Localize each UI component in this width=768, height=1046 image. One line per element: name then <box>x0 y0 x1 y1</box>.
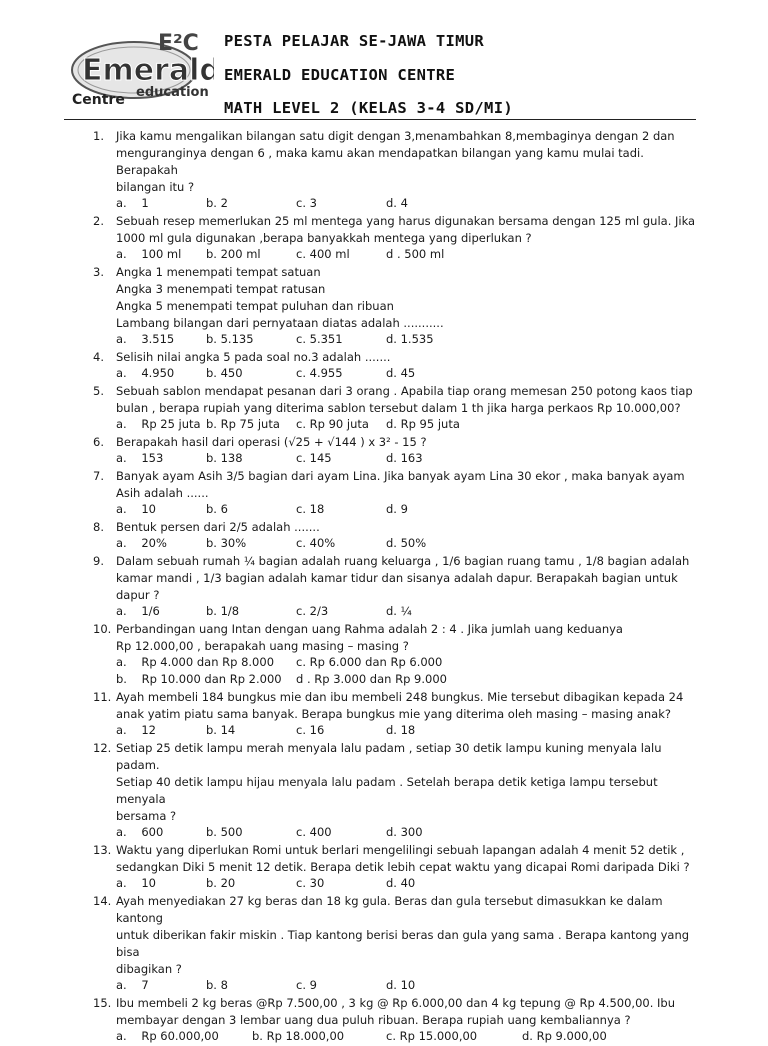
answer-option[interactable]: a. Rp 25 juta <box>116 417 201 431</box>
question-text-line: bilangan itu ? <box>116 180 195 194</box>
answer-option[interactable]: a. 153 <box>116 451 164 465</box>
question-text-line: Sebuah sablon mendapat pesanan dari 3 orang . Apabila tiap orang memesan 250 potong kaos tiap <box>116 384 693 398</box>
question-9 <box>0 553 768 604</box>
question-text-line: bulan , berapa rupiah yang diterima sablon tersebut dalam 1 th jika harga perkaos Rp 10.000,00? <box>116 401 681 415</box>
question-text-line: Berapakah hasil dari operasi (√25 + √144 ) x 3² - 15 ? <box>116 435 427 449</box>
answer-option[interactable]: b. 1/8 <box>206 604 240 618</box>
answer-option[interactable]: a. 600 <box>116 825 164 839</box>
answer-option[interactable]: d. Rp 95 juta <box>386 417 460 431</box>
header-divider <box>64 119 696 120</box>
question-number: 1. <box>93 129 104 143</box>
header-line2: EMERALD EDUCATION CENTRE <box>224 66 456 84</box>
answer-option[interactable]: c. 9 <box>296 978 317 992</box>
question-text-line: Angka 5 menempati tempat puluhan dan ribuan <box>116 299 394 313</box>
answer-option[interactable]: a. 1/6 <box>116 604 160 618</box>
question-text-line: Ayah menyediakan 27 kg beras dan 18 kg gula. Beras dan gula tersebut dimasukkan ke dalam kantong <box>116 894 663 925</box>
question-text-line: Angka 3 menempati tempat ratusan <box>116 282 326 296</box>
answer-options <box>0 655 768 672</box>
answer-option[interactable]: b. 138 <box>206 451 243 465</box>
answer-option[interactable]: c. 2/3 <box>296 604 329 618</box>
answer-option[interactable]: c. 40% <box>296 536 336 550</box>
answer-option[interactable]: b. 20 <box>206 876 236 890</box>
answer-option[interactable]: a. Rp 60.000,00 <box>116 1029 219 1043</box>
answer-option[interactable]: b. Rp 75 juta <box>206 417 280 431</box>
answer-option[interactable]: b. 30% <box>206 536 247 550</box>
answer-option[interactable]: a. 10 <box>116 876 156 890</box>
question-text-line: Ibu membeli 2 kg beras @Rp 7.500,00 , 3 kg @ Rp 6.000,00 dan 4 kg tepung @ Rp 4.500,00. Ibu <box>116 996 675 1010</box>
answer-option[interactable]: b. 500 <box>206 825 243 839</box>
question-number: 6. <box>93 435 104 449</box>
answer-option[interactable]: a. 20% <box>116 536 167 550</box>
question-text-line: Angka 1 menempati tempat satuan <box>116 265 321 279</box>
answer-options <box>0 417 768 434</box>
answer-option[interactable]: b. 200 ml <box>206 247 261 261</box>
answer-options <box>0 723 768 740</box>
question-text-line: Bentuk persen dari 2/5 adalah ....... <box>116 520 320 534</box>
answer-option[interactable]: d. ¼ <box>386 604 412 618</box>
answer-options <box>0 366 768 383</box>
answer-option[interactable]: b. 8 <box>206 978 228 992</box>
answer-options <box>0 247 768 264</box>
header-line3: MATH LEVEL 2 (KELAS 3-4 SD/MI) <box>224 99 513 117</box>
answer-option[interactable]: a. 1 <box>116 196 149 210</box>
question-text-line: sedangkan Diki 5 menit 12 detik. Berapa detik lebih cepat waktu yang dicapai Romi daripada Diki ? <box>116 860 690 874</box>
question-text-line: bersama ? <box>116 809 177 823</box>
answer-options <box>0 502 768 519</box>
question-3 <box>0 264 768 332</box>
question-10 <box>0 621 768 655</box>
answer-option[interactable]: a. 4.950 <box>116 366 175 380</box>
answer-option[interactable]: d. 163 <box>386 451 423 465</box>
answer-option[interactable]: d. 1.535 <box>386 332 434 346</box>
answer-options <box>0 978 768 995</box>
question-list <box>0 128 768 1046</box>
question-12 <box>0 740 768 825</box>
answer-option[interactable]: c. 400 ml <box>296 247 350 261</box>
answer-option[interactable]: b. 14 <box>206 723 236 737</box>
question-number: 13. <box>93 843 112 857</box>
question-text-line: Rp 12.000,00 , berapakah uang masing – masing ? <box>116 639 409 653</box>
answer-option[interactable]: c. 4.955 <box>296 366 343 380</box>
question-text-line: Banyak ayam Asih 3/5 bagian dari ayam Lina. Jika banyak ayam Lina 30 ekor , maka banyak ayam <box>116 469 685 483</box>
question-number: 10. <box>93 622 112 636</box>
answer-option[interactable]: c. 18 <box>296 502 325 516</box>
answer-options <box>0 196 768 213</box>
answer-options <box>0 451 768 468</box>
answer-option[interactable]: b. 450 <box>206 366 243 380</box>
answer-options <box>0 825 768 842</box>
emerald-logo <box>62 22 214 108</box>
answer-option[interactable]: b. Rp 10.000 dan Rp 2.000 <box>116 672 282 686</box>
answer-option[interactable]: b. 5.135 <box>206 332 254 346</box>
question-11 <box>0 689 768 723</box>
answer-option[interactable]: b. Rp 18.000,00 <box>252 1029 345 1043</box>
answer-option[interactable]: c. Rp 15.000,00 <box>386 1029 478 1043</box>
answer-option[interactable]: d. 9 <box>386 502 408 516</box>
question-number: 12. <box>93 741 112 755</box>
answer-option[interactable]: b. 2 <box>206 196 228 210</box>
question-number: 7. <box>93 469 104 483</box>
answer-option[interactable]: c. Rp 6.000 dan Rp 6.000 <box>296 655 443 669</box>
logo-line3: Centre <box>72 92 125 108</box>
question-text-line: Lambang bilangan dari pernyataan diatas adalah ........... <box>116 316 444 330</box>
question-2 <box>0 213 768 247</box>
answer-option[interactable]: d. 4 <box>386 196 408 210</box>
answer-option[interactable]: c. 3 <box>296 196 317 210</box>
answer-option[interactable]: a. 12 <box>116 723 156 737</box>
question-text-line: Ayah membeli 184 bungkus mie dan ibu membeli 248 bungkus. Mie tersebut dibagikan kepada 24 <box>116 690 684 704</box>
answer-option[interactable]: c. 30 <box>296 876 325 890</box>
question-1 <box>0 128 768 196</box>
answer-options <box>0 672 768 689</box>
question-6 <box>0 434 768 451</box>
answer-option[interactable]: c. 400 <box>296 825 332 839</box>
answer-option[interactable]: d . Rp 3.000 dan Rp 9.000 <box>296 672 447 686</box>
question-number: 2. <box>93 214 104 228</box>
answer-option[interactable]: a. 3.515 <box>116 332 175 346</box>
question-text-line: 1000 ml gula digunakan ,berapa banyakkah mentega yang diperlukan ? <box>116 231 532 245</box>
answer-option[interactable]: d. 50% <box>386 536 427 550</box>
question-text-line: Perbandingan uang Intan dengan uang Rahma adalah 2 : 4 . Jika jumlah uang keduanya <box>116 622 623 636</box>
question-text-line: Asih adalah ...... <box>116 486 209 500</box>
answer-option[interactable]: a. 10 <box>116 502 156 516</box>
question-4 <box>0 349 768 366</box>
question-text-line: Dalam sebuah rumah ¼ bagian adalah ruang keluarga , 1/6 bagian ruang tamu , 1/8 bagian adalah <box>116 554 690 568</box>
question-text-line: Waktu yang diperlukan Romi untuk berlari mengelilingi sebuah lapangan adalah 4 menit 52 detik , <box>116 843 685 857</box>
question-text-line: untuk diberikan fakir miskin . Tiap kantong berisi beras dan gula yang sama . Berapa kantong yang bisa <box>116 928 690 959</box>
question-14 <box>0 893 768 978</box>
question-text-line: Sebuah resep memerlukan 25 ml mentega yang harus digunakan bersama dengan 125 ml gula. Jika <box>116 214 696 228</box>
answer-option[interactable]: a. Rp 4.000 dan Rp 8.000 <box>116 655 275 669</box>
question-number: 15. <box>93 996 112 1010</box>
question-text-line: kamar mandi , 1/3 bagian adalah kamar tidur dan sisanya adalah dapur. Berapakah bagian untuk <box>116 571 678 585</box>
header-line1: PESTA PELAJAR SE-JAWA TIMUR <box>224 32 485 50</box>
logo-brand: Emerald <box>82 53 214 88</box>
answer-option[interactable]: c. 5.351 <box>296 332 343 346</box>
question-number: 14. <box>93 894 112 908</box>
question-text-line: menguranginya dengan 6 , maka kamu akan mendapatkan bilangan yang kamu mulai tadi. Berapakah <box>116 146 644 177</box>
answer-option[interactable]: b. 6 <box>206 502 228 516</box>
answer-option[interactable]: d. 300 <box>386 825 423 839</box>
question-number: 8. <box>93 520 104 534</box>
logo-sup: E²C <box>158 31 199 56</box>
answer-option[interactable]: d. 40 <box>386 876 416 890</box>
answer-options <box>0 876 768 893</box>
logo-line2: education <box>136 85 209 100</box>
question-number: 4. <box>93 350 104 364</box>
question-text-line: Setiap 25 detik lampu merah menyala lalu padam , setiap 30 detik lampu kuning menyala lalu padam. <box>116 741 662 772</box>
answer-options <box>0 536 768 553</box>
question-number: 11. <box>93 690 112 704</box>
question-text-line: Selisih nilai angka 5 pada soal no.3 adalah ....... <box>116 350 391 364</box>
answer-options <box>0 332 768 349</box>
question-number: 9. <box>93 554 104 568</box>
answer-option[interactable]: d. Rp 9.000,00 <box>522 1029 607 1043</box>
question-text-line: anak yatim piatu sama banyak. Berapa bungkus mie yang diterima oleh masing – masing anak? <box>116 707 671 721</box>
question-text-line: dapur ? <box>116 588 160 602</box>
answer-option[interactable]: c. 145 <box>296 451 332 465</box>
answer-options <box>0 604 768 621</box>
question-number: 5. <box>93 384 104 398</box>
answer-option[interactable]: c. 16 <box>296 723 325 737</box>
answer-option[interactable]: d. 18 <box>386 723 416 737</box>
question-text-line: Jika kamu mengalikan bilangan satu digit dengan 3,menambahkan 8,membaginya dengan 2 dan <box>116 129 675 143</box>
question-13 <box>0 842 768 876</box>
answer-option[interactable]: d. 45 <box>386 366 416 380</box>
question-text-line: dibagikan ? <box>116 962 182 976</box>
question-8 <box>0 519 768 536</box>
question-number: 3. <box>93 265 104 279</box>
question-5 <box>0 383 768 417</box>
answer-option[interactable]: d . 500 ml <box>386 247 445 261</box>
answer-option[interactable]: d. 10 <box>386 978 416 992</box>
question-text-line: membayar dengan 3 lembar uang dua puluh ribuan. Berapa rupiah uang kembaliannya ? <box>116 1013 631 1027</box>
answer-options <box>0 1029 768 1046</box>
answer-option[interactable]: a. 100 ml <box>116 247 182 261</box>
answer-option[interactable]: a. 7 <box>116 978 149 992</box>
question-7 <box>0 468 768 502</box>
question-text-line: Setiap 40 detik lampu hijau menyala lalu padam . Setelah berapa detik ketiga lampu tersebut menyala <box>116 775 658 806</box>
answer-option[interactable]: c. Rp 90 juta <box>296 417 369 431</box>
